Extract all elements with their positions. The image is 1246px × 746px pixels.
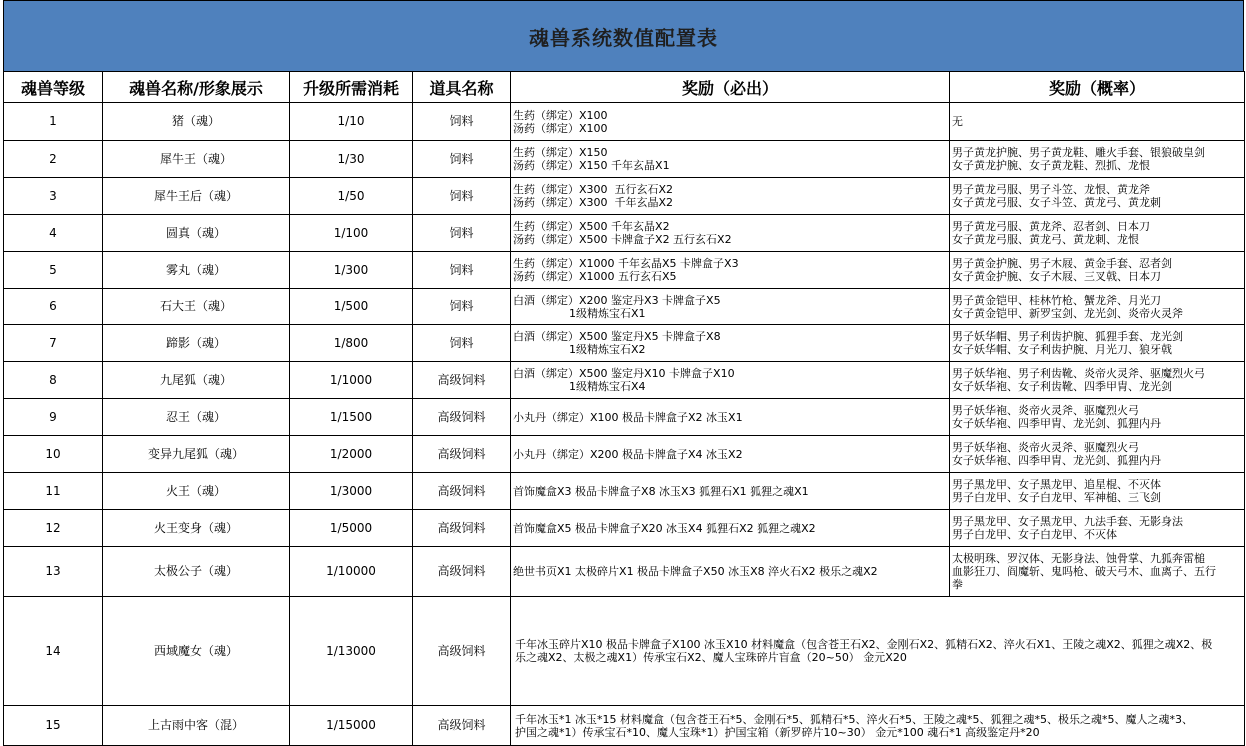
cell-reward-fixed-line: 1级精炼宝石X2: [513, 343, 646, 356]
cell-cost: 1/500: [290, 289, 413, 325]
cell-reward-fixed-line: 生药（绑定）X150: [513, 146, 608, 159]
table-row: [4, 706, 1245, 746]
cell-name: 上古雨中客（混）: [103, 706, 290, 746]
cell-item: 饲料: [413, 289, 511, 325]
cell-cost: 1/800: [290, 325, 413, 362]
cell-level: 9: [4, 399, 103, 436]
cell-cost: 1/50: [290, 178, 413, 215]
cell-reward-fixed-line: 汤药（绑定）X1000 五行玄石X5: [513, 270, 677, 283]
cell-reward-rate-line: 无: [952, 115, 963, 128]
sheet-title: [3, 0, 1244, 72]
cell-name: 犀牛王后（魂）: [103, 178, 290, 215]
cell-reward-fixed: [511, 362, 950, 399]
cell-reward-fixed-line: 汤药（绑定）X500 卡牌盒子X2 五行玄石X2: [513, 233, 732, 246]
cell-reward-rate-line: 女子妖华袍、四季甲胄、龙光剑、狐狸内丹: [952, 454, 1161, 467]
table-row: [4, 399, 1245, 436]
table-row: [4, 510, 1245, 547]
header-item: 道具名称: [413, 72, 511, 103]
table-row: [4, 103, 1245, 141]
cell-item: 饲料: [413, 252, 511, 289]
cell-item: 饲料: [413, 215, 511, 252]
cell-cost: 1/2000: [290, 436, 413, 473]
cell-reward-rate: [950, 547, 1245, 597]
cell-reward-fixed-line: 千年冰玉碎片X10 极品卡牌盒子X100 冰玉X10 材料魔盒（包含苍王石X2、金刚石X2、狐精石X2、淬火石X1、王陵之魂X2、狐狸之魂X2、极: [515, 638, 1213, 651]
cell-reward-fixed-line: 生药（绑定）X100: [513, 108, 608, 122]
table-row: [4, 141, 1245, 178]
cell-reward-rate: [950, 510, 1245, 547]
cell-reward-fixed-line: 汤药（绑定）X100: [513, 121, 608, 135]
cell-reward-fixed-line: 绝世书页X1 太极碎片X1 极品卡牌盒子X50 冰玉X8 淬火石X2 极乐之魂X2: [513, 565, 878, 578]
cell-name: 变异九尾狐（魂）: [103, 436, 290, 473]
cell-item: 高级饲料: [413, 510, 511, 547]
cell-cost: 1/15000: [290, 706, 413, 746]
cell-reward-rate-line: 女子黄金铠甲、新罗宝剑、龙光剑、炎帝火灵斧: [952, 306, 1183, 320]
cell-reward-fixed-line: 白酒（绑定）X200 鉴定丹X3 卡牌盒子X5: [513, 293, 721, 307]
cell-reward-rate: [950, 436, 1245, 473]
cell-reward-rate-line: 女子黄龙弓服、女子斗笠、黄龙弓、黄龙刺: [952, 196, 1161, 209]
cell-name: 火王变身（魂）: [103, 510, 290, 547]
cell-reward-fixed-line: 汤药（绑定）X300 千年玄晶X2: [513, 196, 674, 209]
cell-name: 雾丸（魂）: [103, 252, 290, 289]
cell-reward-rate-line: 男子黑龙甲、女子黑龙甲、九法手套、无影身法: [952, 515, 1183, 528]
cell-cost: 1/10: [290, 103, 413, 141]
cell-reward-rate-line: 太极明珠、罗汉体、无影身法、蚀骨掌、九狐奔雷槌: [952, 552, 1205, 565]
cell-cost: 1/1000: [290, 362, 413, 399]
cell-reward-fixed-line: 千年冰玉*1 冰玉*15 材料魔盒（包含苍王石*5、金刚石*5、狐精石*5、淬火石*5、王陵之魂*5、狐狸之魂*5、极乐之魂*5、魔人之魂*3、: [515, 712, 1193, 726]
table-row: [4, 362, 1245, 399]
header-reward-rate: 奖励（概率）: [950, 72, 1245, 103]
cell-reward-rate-line: 男子白龙甲、女子白龙甲、军神槌、三飞剑: [952, 491, 1161, 504]
cell-reward-rate-line: 女子黄龙护腕、女子黄龙鞋、烈抓、龙恨: [952, 159, 1150, 172]
cell-level: 15: [4, 706, 103, 746]
cell-reward-rate-line: 女子妖华袍、四季甲胄、龙光剑、狐狸内丹: [952, 417, 1161, 430]
header-reward-fixed: 奖励（必出）: [511, 72, 950, 103]
cell-reward-rate-line: 男子黄金铠甲、桂林竹枪、蟹龙斧、月光刀: [952, 293, 1161, 307]
cell-level: 10: [4, 436, 103, 473]
cell-reward-rate-line: 男子妖华袍、炎帝火灵斧、驱魔烈火弓: [952, 441, 1139, 454]
cell-reward-rate-line: 男子妖华袍、男子利齿靴、炎帝火灵斧、驱魔烈火弓: [952, 367, 1205, 380]
header-row: [4, 72, 1245, 103]
cell-cost: 1/10000: [290, 547, 413, 597]
table-row: [4, 178, 1245, 215]
cell-cost: 1/30: [290, 141, 413, 178]
cell-name: 太极公子（魂）: [103, 547, 290, 597]
cell-cost: 1/300: [290, 252, 413, 289]
cell-reward-fixed: [511, 597, 1245, 706]
table-row: [4, 325, 1245, 362]
cell-reward-fixed: [511, 103, 950, 141]
cell-level: 12: [4, 510, 103, 547]
header-name: 魂兽名称/形象展示: [103, 72, 290, 103]
cell-reward-fixed: [511, 178, 950, 215]
table-row: [4, 215, 1245, 252]
cell-name: 猪（魂）: [103, 103, 290, 141]
cell-item: 饲料: [413, 178, 511, 215]
cell-item: 高级饲料: [413, 362, 511, 399]
cell-reward-rate-line: 女子黄金护腕、女子木屐、三叉戟、日本刀: [952, 270, 1161, 283]
cell-reward-fixed: [511, 289, 950, 325]
cell-level: 1: [4, 103, 103, 141]
cell-reward-rate-line: 男子黄龙弓服、黄龙斧、忍者剑、日本刀: [952, 220, 1150, 233]
cell-reward-fixed: [511, 436, 950, 473]
cell-level: 13: [4, 547, 103, 597]
cell-reward-rate-line: 男子妖华帽、男子利齿护腕、狐狸手套、龙光剑: [952, 330, 1183, 343]
cell-reward-fixed-line: 汤药（绑定）X150 千年玄晶X1: [513, 159, 670, 172]
cell-level: 2: [4, 141, 103, 178]
cell-level: 6: [4, 289, 103, 325]
cell-reward-rate-line: 男子黄金护腕、男子木屐、黄金手套、忍者剑: [952, 257, 1172, 270]
cell-reward-rate: [950, 473, 1245, 510]
cell-reward-fixed-line: 1级精炼宝石X4: [513, 380, 646, 393]
cell-cost: 1/1500: [290, 399, 413, 436]
cell-reward-fixed-line: 生药（绑定）X1000 千年玄晶X5 卡牌盒子X3: [513, 257, 739, 270]
cell-reward-fixed: [511, 399, 950, 436]
cell-reward-rate: [950, 141, 1245, 178]
cell-level: 4: [4, 215, 103, 252]
cell-reward-rate-line: 女子妖华袍、女子利齿靴、四季甲胄、龙光剑: [952, 380, 1172, 393]
cell-item: 高级饲料: [413, 399, 511, 436]
cell-reward-fixed: [511, 473, 950, 510]
cell-reward-rate-line: 血影狂刀、阎魔斩、鬼吗枪、破天弓木、血离子、五行: [952, 565, 1216, 578]
cell-level: 14: [4, 597, 103, 706]
cell-cost: 1/5000: [290, 510, 413, 547]
cell-reward-fixed-line: 1级精炼宝石X1: [513, 306, 646, 320]
cell-name: 西域魔女（魂）: [103, 597, 290, 706]
header-cost: 升级所需消耗: [290, 72, 413, 103]
cell-reward-rate-line: 女子黄龙弓服、黄龙弓、黄龙刺、龙恨: [952, 233, 1139, 246]
cell-reward-rate: [950, 325, 1245, 362]
cell-item: 高级饲料: [413, 706, 511, 746]
spreadsheet: [3, 0, 1244, 744]
cell-reward-fixed: [511, 325, 950, 362]
cell-reward-rate: [950, 289, 1245, 325]
cell-reward-fixed-line: 生药（绑定）X300 五行玄石X2: [513, 183, 674, 196]
cell-name: 圆真（魂）: [103, 215, 290, 252]
cell-reward-rate-line: 女子妖华帽、女子利齿护腕、月光刀、狼牙戟: [952, 343, 1172, 356]
cell-item: 高级饲料: [413, 473, 511, 510]
cell-reward-rate: [950, 178, 1245, 215]
cell-reward-fixed-line: 乐之魂X2、太极之魂X1）传承宝石X2、魔人宝珠碎片盲盒（20~50） 金元X20: [515, 651, 907, 664]
cell-reward-rate-line: 男子白龙甲、女子白龙甲、不灭体: [952, 528, 1117, 541]
cell-reward-rate: [950, 399, 1245, 436]
cell-reward-fixed: [511, 510, 950, 547]
cell-cost: 1/100: [290, 215, 413, 252]
cell-name: 蹄影（魂）: [103, 325, 290, 362]
cell-cost: 1/13000: [290, 597, 413, 706]
cell-reward-rate-line: 拳: [952, 578, 963, 591]
cell-reward-rate: [950, 252, 1245, 289]
cell-reward-rate-line: 男子黄龙护腕、男子黄龙鞋、雕火手套、银狼破皇剑: [952, 146, 1205, 159]
cell-reward-rate-line: 男子黄龙弓服、男子斗笠、龙恨、黄龙斧: [952, 183, 1150, 196]
table-row: [4, 436, 1245, 473]
cell-item: 饲料: [413, 325, 511, 362]
header-level: 魂兽等级: [4, 72, 103, 103]
cell-reward-fixed: [511, 215, 950, 252]
cell-reward-fixed-line: 白酒（绑定）X500 鉴定丹X10 卡牌盒子X10: [513, 367, 735, 380]
cell-reward-rate-line: 男子黑龙甲、女子黑龙甲、追星棍、不灭体: [952, 478, 1161, 491]
cell-reward-fixed: [511, 547, 950, 597]
config-table: [3, 71, 1245, 746]
cell-item: 高级饲料: [413, 547, 511, 597]
cell-reward-fixed-line: 白酒（绑定）X500 鉴定丹X5 卡牌盒子X8: [513, 330, 721, 343]
cell-item: 高级饲料: [413, 436, 511, 473]
cell-reward-rate-line: 男子妖华袍、炎帝火灵斧、驱魔烈火弓: [952, 404, 1139, 417]
cell-level: 5: [4, 252, 103, 289]
cell-reward-fixed-line: 生药（绑定）X500 千年玄晶X2: [513, 220, 670, 233]
cell-reward-fixed-line: 小丸丹（绑定）X100 极品卡牌盒子X2 冰玉X1: [513, 410, 743, 424]
cell-item: 饲料: [413, 103, 511, 141]
cell-level: 7: [4, 325, 103, 362]
table-row: [4, 547, 1245, 597]
table-row: [4, 597, 1245, 706]
cell-reward-rate: [950, 103, 1245, 141]
cell-reward-fixed: [511, 706, 1245, 746]
cell-name: 九尾狐（魂）: [103, 362, 290, 399]
cell-item: 高级饲料: [413, 597, 511, 706]
cell-reward-rate: [950, 215, 1245, 252]
cell-name: 石大王（魂）: [103, 289, 290, 325]
cell-reward-rate: [950, 362, 1245, 399]
cell-level: 8: [4, 362, 103, 399]
cell-level: 11: [4, 473, 103, 510]
cell-reward-fixed-line: 首饰魔盒X5 极品卡牌盒子X20 冰玉X4 狐狸石X2 狐狸之魂X2: [513, 521, 816, 535]
cell-name: 火王（魂）: [103, 473, 290, 510]
cell-name: 忍王（魂）: [103, 399, 290, 436]
cell-reward-fixed-line: 首饰魔盒X3 极品卡牌盒子X8 冰玉X3 狐狸石X1 狐狸之魂X1: [513, 484, 809, 498]
cell-name: 犀牛王（魂）: [103, 141, 290, 178]
cell-reward-fixed-line: 小丸丹（绑定）X200 极品卡牌盒子X4 冰玉X2: [513, 447, 743, 461]
table-row: [4, 289, 1245, 325]
title-text: 魂兽系统数值配置表: [529, 25, 718, 50]
cell-reward-fixed: [511, 252, 950, 289]
cell-item: 饲料: [413, 141, 511, 178]
cell-cost: 1/3000: [290, 473, 413, 510]
cell-level: 3: [4, 178, 103, 215]
table-row: [4, 252, 1245, 289]
cell-reward-fixed: [511, 141, 950, 178]
cell-reward-fixed-line: 护国之魂*1）传承宝石*10、魔人宝珠*1）护国宝箱（新罗碎片10~30） 金元*100 魂石*1 高级鉴定丹*20: [515, 725, 1040, 739]
table-row: [4, 473, 1245, 510]
